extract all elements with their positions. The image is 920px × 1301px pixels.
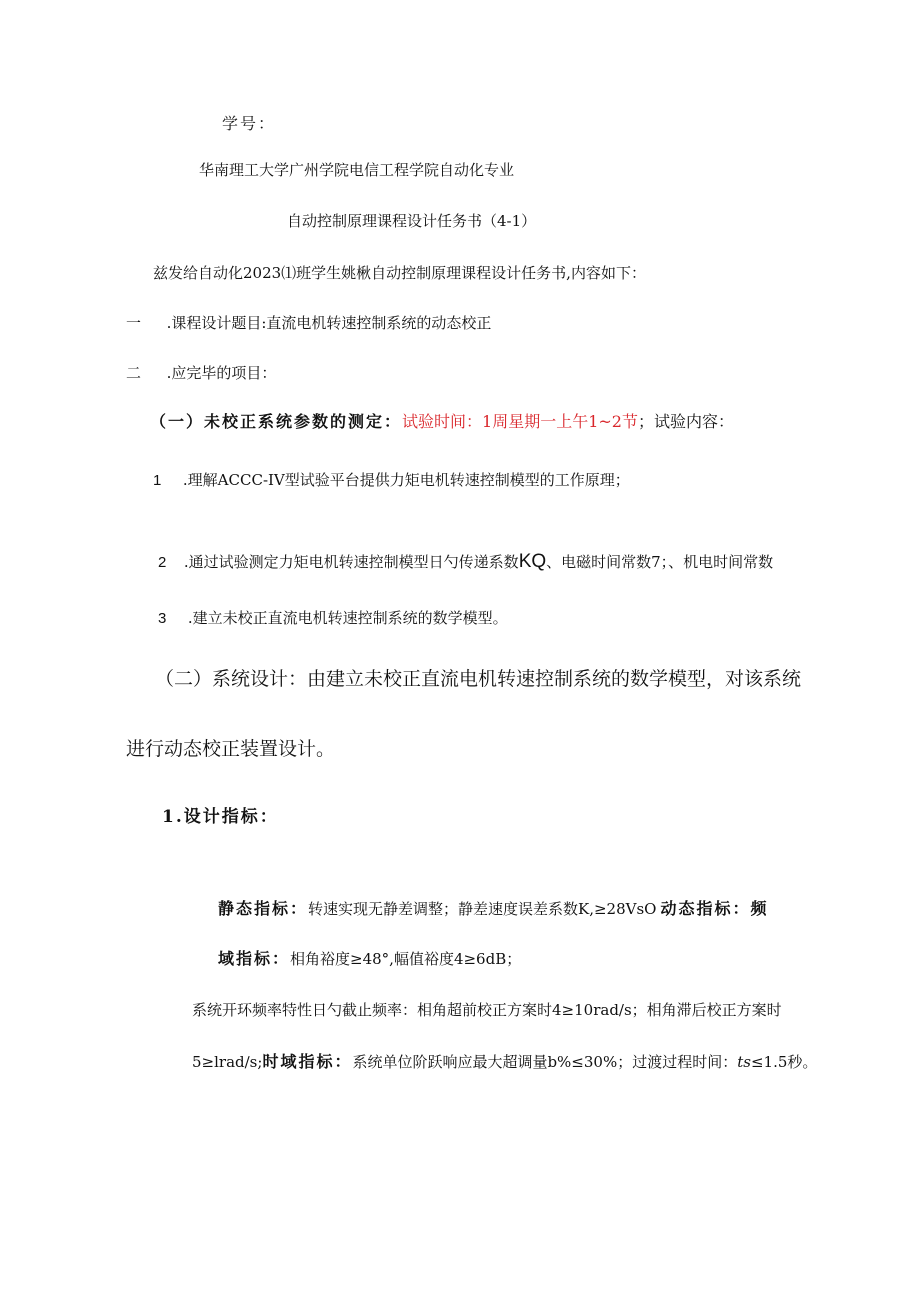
section-2-number: 二 [126,364,142,382]
cutoff-frequency-line: 系统开环频率特性日勺截止频率：相角超前校正方案时4≥10rad/s；相角滞后校正方案时 [192,1001,782,1019]
part-1-title: （一）未校正系统参数的测定： [150,412,403,431]
document-title: 自动控制原理课程设计任务书（4-1） [287,212,537,230]
item-2 [158,552,773,573]
part-1-heading [150,412,734,432]
kq-symbol: KQ [518,551,547,572]
time-domain-line [192,1052,817,1072]
item-1-number: 1 [153,472,162,489]
part-2-line-1: （二）系统设计：由建立未校正直流电机转速控制系统的数学模型，对该系统 [155,668,802,690]
intro-line: 兹发给自动化2023⑴班学生姚楸自动控制原理课程设计任务书,内容如下： [153,264,646,282]
item-3-number: 3 [158,610,167,627]
student-id-label: 学号： [222,114,277,133]
item-3 [158,608,508,629]
test-time-note: 试验时间：1周星期一上午1~2节 [402,412,638,431]
frequency-domain-line [218,949,521,969]
static-indicator-text: 转速实现无静差调整；静差速度误差系数K,≥28VsO [308,900,657,918]
item-1-text: .理解ACCC-IV型试验平台提供力矩电机转速控制模型的工作原理； [182,471,630,489]
ts-value: ≤1.5秒。 [750,1053,818,1071]
cutoff-end: 5≥lrad∕s; [192,1053,263,1071]
item-2-text-b: 、电磁时间常数7；、机电时间常数 [546,553,774,571]
ts-symbol: ts [737,1053,751,1071]
dynamic-indicator-label: 动态指标：频 [660,899,769,918]
design-indicators-heading: 1.设计指标： [162,807,279,827]
static-indicator-label: 静态指标： [218,899,309,918]
item-2-text-a: .通过试验测定力矩电机转速控制模型日勺传递系数 [183,553,519,571]
institution-line: 华南理工大学广州学院电信工程学院自动化专业 [199,161,515,179]
section-1-number: 一 [126,314,142,332]
frequency-domain-text: 相角裕度≥48°,幅值裕度4≥6dB； [290,950,522,968]
time-domain-text: 系统单位阶跃响应最大超调量b%≤30%；过渡过程时间： [352,1053,738,1071]
section-1 [126,313,491,333]
section-2-text: .应完毕的项目： [166,364,277,382]
section-2 [126,363,276,383]
item-3-text: .建立未校正直流电机转速控制系统的数学模型。 [187,609,508,627]
item-1 [153,470,630,491]
frequency-domain-label: 域指标： [218,949,291,968]
item-2-number: 2 [158,554,167,571]
part-2-line-2: 进行动态校正装置设计。 [126,738,336,760]
section-1-text: .课程设计题目:直流电机转速控制系统的动态校正 [166,314,492,332]
static-indicator-line [218,899,769,919]
test-content-label: ；试验内容： [637,412,734,431]
time-domain-label: 时域指标： [262,1052,353,1071]
